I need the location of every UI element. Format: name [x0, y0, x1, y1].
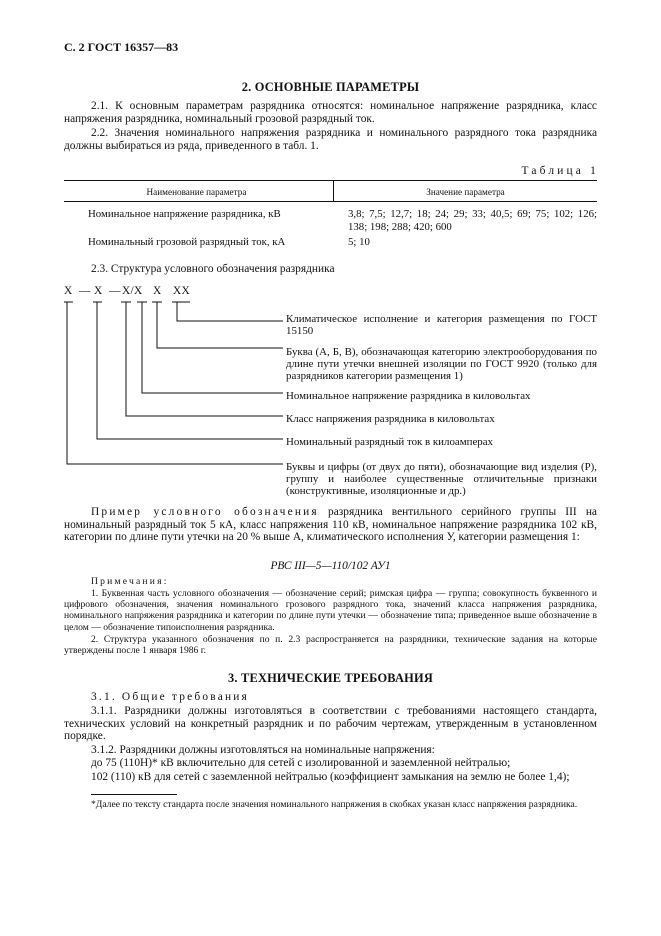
table-header-name: Наименование параметра: [146, 187, 247, 197]
scheme-label-discharge-current: Номинальный разрядный ток в килоамперах: [286, 436, 494, 448]
table-row-2-value: 5; 10: [348, 236, 370, 248]
scheme-dash-2: —: [109, 285, 121, 297]
scheme-code-4: Х: [153, 285, 162, 297]
paragraph-2-3: 2.3. Структура условного обозначения разрядника: [91, 263, 335, 275]
paragraph-3-1-1: 3.1.1. Разрядники должны изготовляться в соответствии с требованиями настоящего стандарта, технических условий на конкретный разрядник и по рабочим чертежам, утвержденным в установленном порядке.: [64, 705, 597, 743]
scheme-label-climatic: Климатическое исполнение и категория размещения по ГОСТ 15150: [286, 313, 597, 338]
scheme-code-5: ХХ: [173, 285, 191, 297]
voltage-line-1: до 75 (110Н)* кВ включительно для сетей с изолированной и заземленной нейтралью;: [91, 757, 511, 769]
footnote-rule: [91, 794, 177, 795]
paragraph-3-1-2: 3.1.2. Разрядники должны изготовляться на номинальные напряжения:: [91, 744, 435, 756]
scheme-label-product-type: Буквы и цифры (от двух до пяти), обозначающие вид изделия (Р), группу и наиболее существенные отличительные признаки (конструктивные, изоляционные и др.): [286, 461, 597, 498]
footnote: *Далее по тексту стандарта после значения номинального напряжения в скобках указан класс напряжения разрядника.: [91, 799, 578, 810]
paragraph-2-2: 2.2. Значения номинального напряжения разрядника и номинального разрядного тока разрядника должны выбираться из ряда, приведенного в табл. 1.: [64, 127, 597, 152]
table-header-value: Значение параметра: [426, 187, 505, 197]
notes-title: Примечания:: [91, 576, 169, 587]
note-2: 2. Структура указанного обозначения по п. 2.3 распространяется на разрядники, технические задания на которые утверждены после 1 января 1986 г.: [64, 634, 597, 657]
table-row-2-name: Номинальный грозовой разрядный ток, кА: [88, 236, 286, 248]
scheme-code-3: Х/Х: [122, 285, 143, 297]
example-paragraph: [64, 506, 597, 544]
paragraph-3-1: 3.1. Общие требования: [91, 691, 249, 703]
paragraph-2-1: 2.1. К основным параметрам разрядника относятся: номинальное напряжение разрядника, класс напряжения разрядника, номинальный грозовой разрядный ток.: [64, 100, 597, 125]
table-row-1-name: Номинальное напряжение разрядника, кВ: [88, 208, 281, 220]
scheme-label-nominal-voltage: Номинальное напряжение разрядника в киловольтах: [286, 390, 531, 402]
scheme-dash-1: —: [79, 285, 91, 297]
scheme-code-1: Х: [64, 285, 73, 297]
page-header: С. 2 ГОСТ 16357—83: [64, 40, 179, 54]
table-caption: Таблица 1: [521, 165, 599, 177]
example-text: разрядника вентильного серийного группы III на номинальный разрядный ток 5 кА, класс напряжения 110 кВ, номинальное напряжение разрядника 102 кВ, категории по длине пути утечки на 20 % выше А, климатического исполнения У, категории размещения 1:: [64, 506, 597, 544]
scheme-label-category: Буква (А, Б, В), обозначающая категорию электрооборудования по длине пути утечки внешней изоляции по ГОСТ 9920 (только для разрядников категории размещения 1): [286, 346, 597, 383]
voltage-line-2: 102 (110) кВ для сетей с заземленной нейтралью (коэффициент замыкания на землю не более 1,4);: [91, 771, 570, 783]
example-code: РВС III—5—110/102 АУ1: [270, 560, 391, 572]
section-2-title: 2. ОСНОВНЫЕ ПАРАМЕТРЫ: [241, 80, 420, 94]
scheme-label-voltage-class: Класс напряжения разрядника в киловольтах: [286, 413, 495, 425]
scheme-code-2: Х: [94, 285, 103, 297]
example-lead: Пример условного обозначения: [91, 506, 319, 518]
note-1: 1. Буквенная часть условного обозначения — обозначение серий; римская цифра — группа; совокупность буквенного и цифрового обозначения, значения номинального грозового разрядного тока, значений класса напряжения разрядника, номинального напряжения разрядника и категории по длине пути утечки — обозначение типа; приведенное выше обозначение в целом — обозначение типоисполнения разрядника.: [64, 588, 597, 633]
section-3-title: 3. ТЕХНИЧЕСКИЕ ТРЕБОВАНИЯ: [228, 671, 433, 685]
table-row-1-value: 3,8; 7,5; 12,7; 18; 24; 29; 33; 40,5; 69; 75; 102; 126; 138; 198; 288; 420; 600: [348, 208, 597, 233]
